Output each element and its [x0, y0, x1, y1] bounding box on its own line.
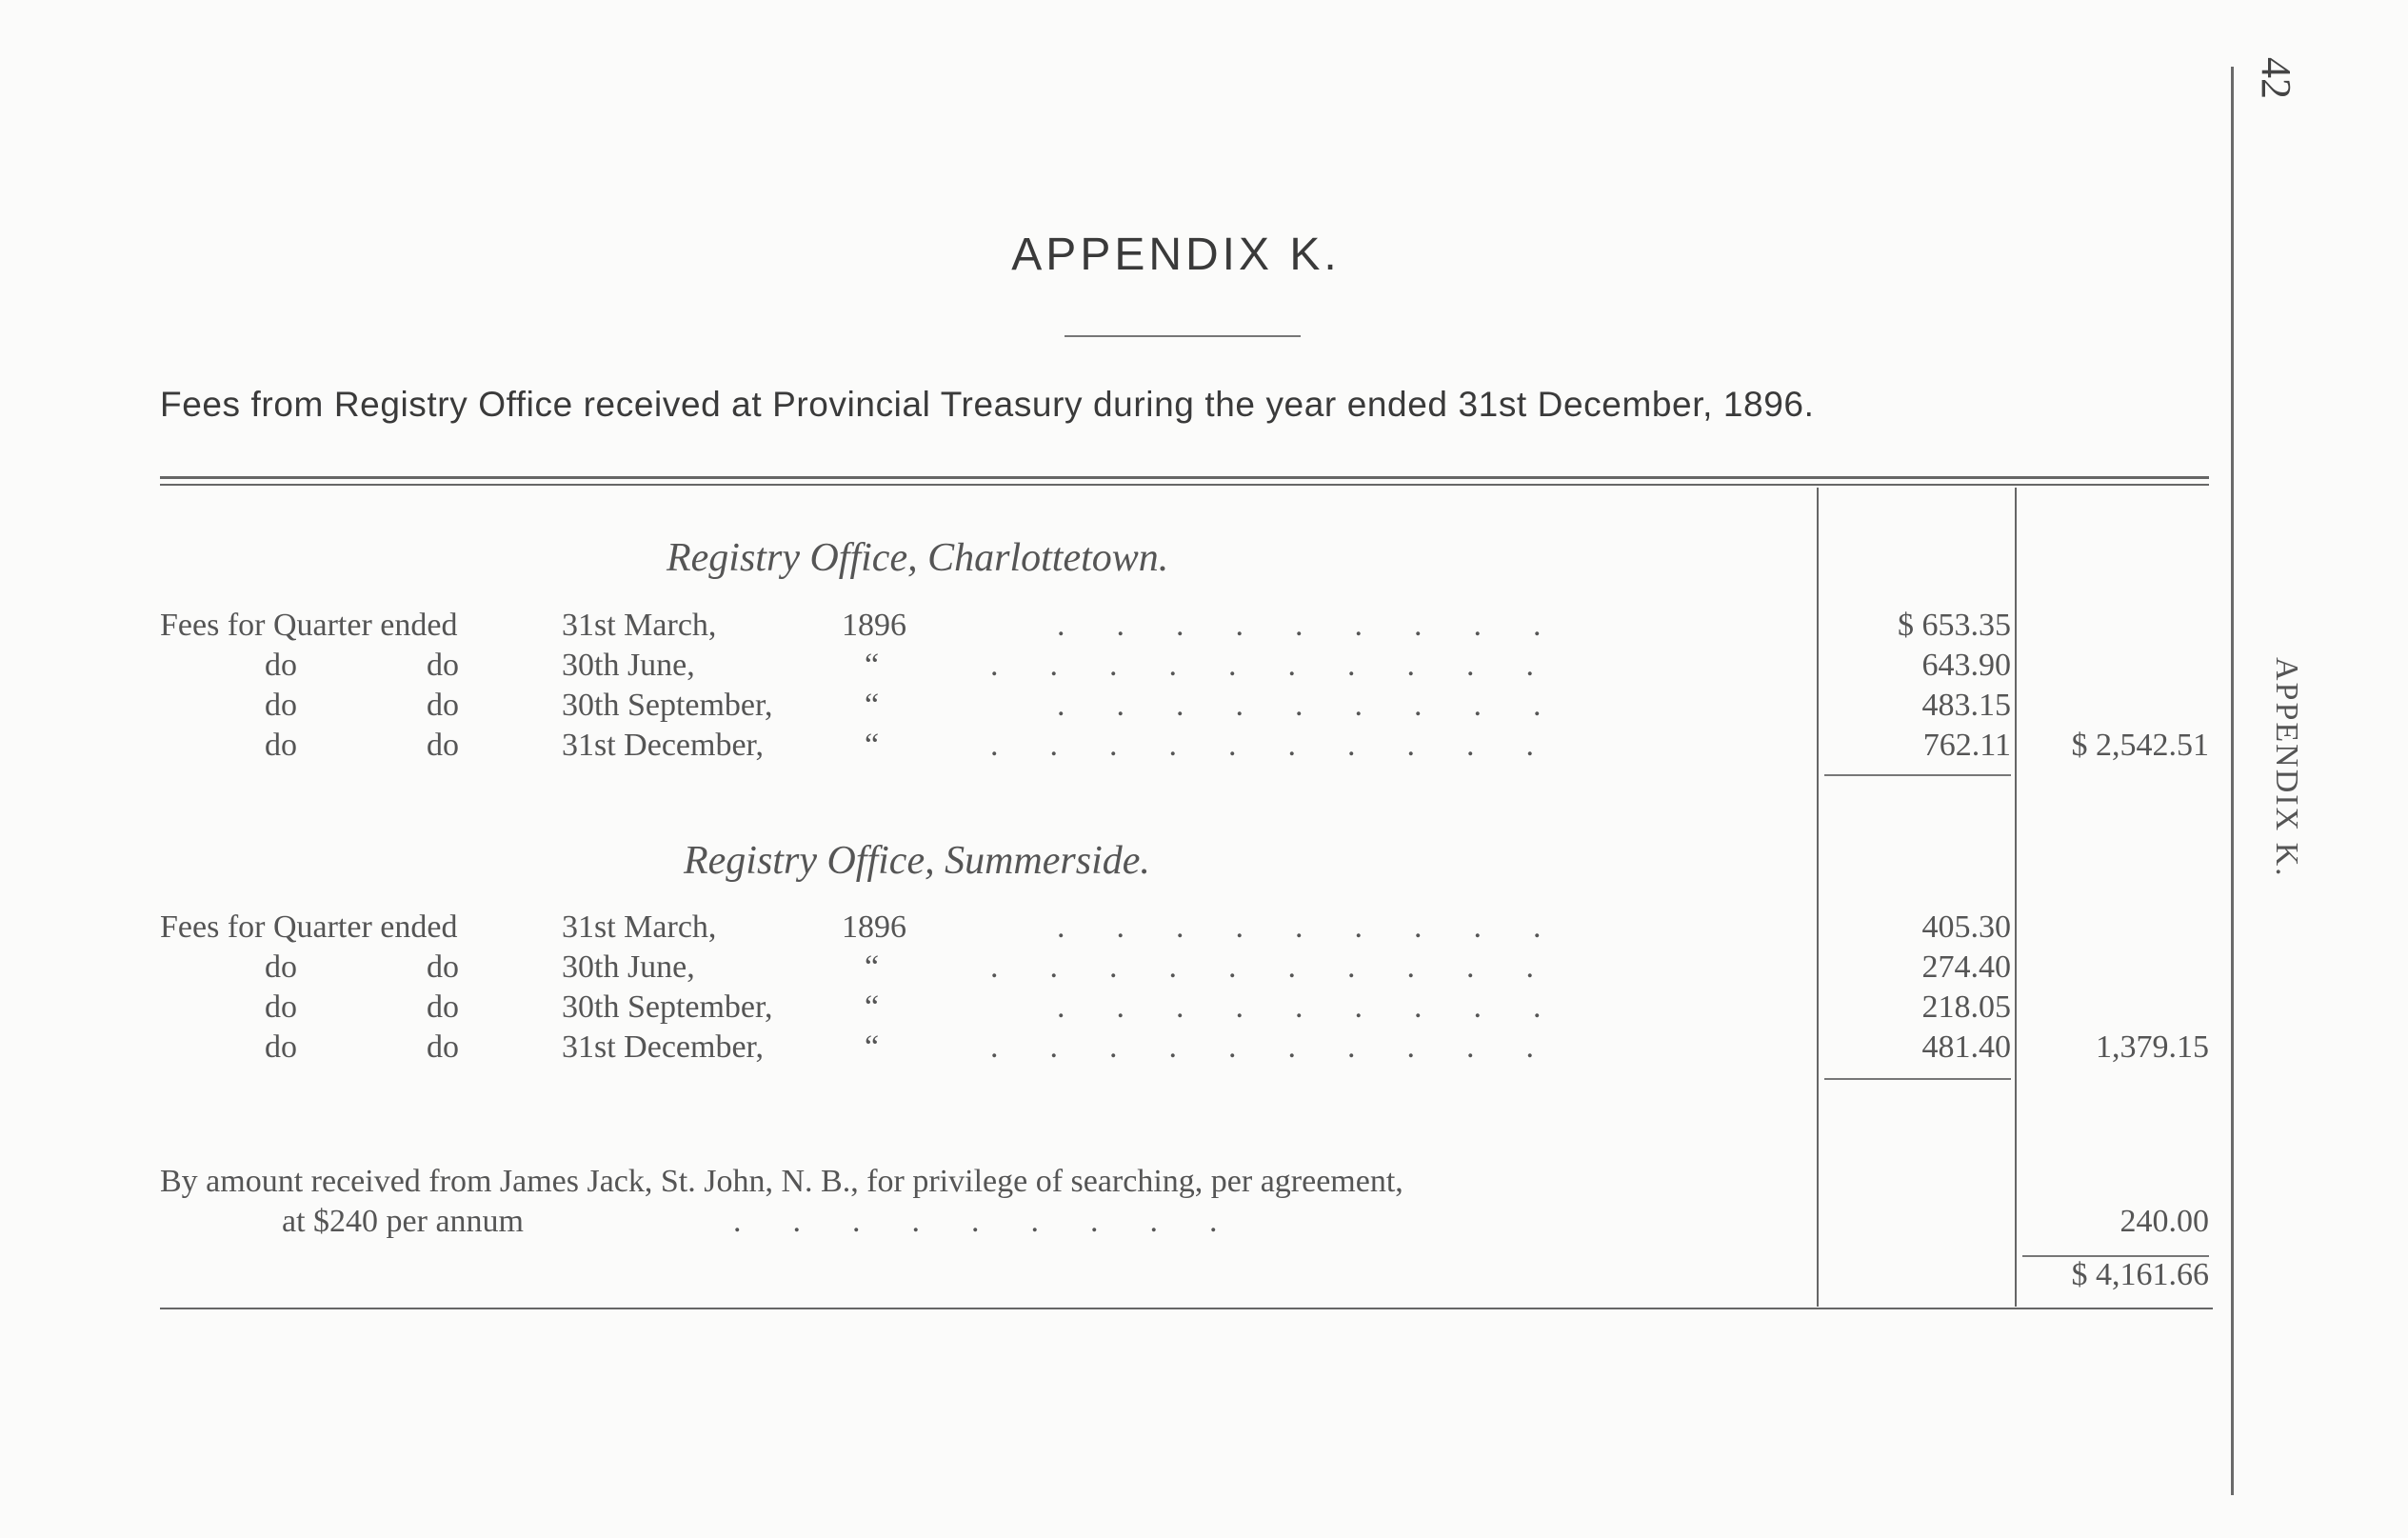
row-date: 31st March, [562, 608, 717, 643]
row-date: 31st December, [562, 728, 765, 763]
leader-dots: .......... [990, 648, 1585, 683]
subtotal-rule [1824, 774, 2011, 776]
table-top-rule-inner [160, 484, 2209, 486]
other-receipt-line1: By amount received from James Jack, St. John, N. B., for privilege of searching, per agreement, [160, 1164, 1403, 1199]
title-divider [1065, 335, 1301, 337]
section-total: $ 2,542.51 [2071, 728, 2209, 763]
row-label: do [265, 989, 297, 1025]
row-amount: 643.90 [1921, 648, 2011, 683]
leader-dots: ......... [1057, 989, 1593, 1025]
row-label-2: do [427, 688, 459, 723]
column-rule-totals [2015, 488, 2017, 1307]
row-label-2: do [427, 949, 459, 985]
row-ditto: “ [865, 989, 880, 1025]
row-label: Fees for Quarter ended [160, 608, 458, 643]
row-label: do [265, 949, 297, 985]
row-date: 31st December, [562, 1029, 765, 1065]
row-date: 30th June, [562, 949, 695, 985]
table-bottom-rule [160, 1308, 2213, 1309]
row-label: do [265, 648, 297, 683]
leader-dots: ......... [1057, 688, 1593, 723]
margin-rule [2231, 67, 2234, 1495]
leader-dots: .......... [990, 1029, 1585, 1065]
row-year: 1896 [842, 608, 906, 643]
row-year: 1896 [842, 909, 906, 945]
column-rule-amounts [1817, 488, 1819, 1307]
row-date: 30th June, [562, 648, 695, 683]
row-amount: $ 653.35 [1898, 608, 2011, 643]
table-top-rule [160, 476, 2209, 479]
other-receipt-line2: at $240 per annum [282, 1204, 524, 1239]
section-heading-summerside: Registry Office, Summerside. [684, 839, 1150, 883]
row-date: 31st March, [562, 909, 717, 945]
running-head: APPENDIX K. [2269, 657, 2304, 878]
row-label: Fees for Quarter ended [160, 909, 458, 945]
row-label-2: do [427, 989, 459, 1025]
row-amount: 274.40 [1921, 949, 2011, 985]
row-ditto: “ [865, 949, 880, 985]
page-subtitle: Fees from Registry Office received at Provincial Treasury during the year ended 31st December, 1896. [160, 385, 1815, 424]
leader-dots: ......... [1057, 909, 1593, 945]
other-receipt-amount: 240.00 [2119, 1204, 2209, 1239]
row-ditto: “ [865, 688, 880, 723]
grand-total: $ 4,161.66 [2071, 1257, 2209, 1292]
page-title: APPENDIX K. [1011, 230, 1341, 280]
row-label-2: do [427, 1029, 459, 1065]
leader-dots: .......... [990, 949, 1585, 985]
row-amount: 405.30 [1921, 909, 2011, 945]
row-amount: 483.15 [1921, 688, 2011, 723]
row-label: do [265, 1029, 297, 1065]
row-label: do [265, 688, 297, 723]
row-label-2: do [427, 728, 459, 763]
section-heading-charlottetown: Registry Office, Charlottetown. [667, 536, 1169, 580]
row-ditto: “ [865, 648, 880, 683]
row-date: 30th September, [562, 688, 773, 723]
row-amount: 481.40 [1921, 1029, 2011, 1065]
row-date: 30th September, [562, 989, 773, 1025]
row-ditto: “ [865, 728, 880, 763]
row-amount: 218.05 [1921, 989, 2011, 1025]
section-total: 1,379.15 [2096, 1029, 2209, 1065]
leader-dots: ......... [733, 1204, 1269, 1239]
row-ditto: “ [865, 1029, 880, 1065]
row-label-2: do [427, 648, 459, 683]
row-amount: 762.11 [1922, 728, 2011, 763]
page-number: 42 [2253, 57, 2299, 99]
leader-dots: .......... [990, 728, 1585, 763]
leader-dots: ......... [1057, 608, 1593, 643]
row-label: do [265, 728, 297, 763]
subtotal-rule [1824, 1078, 2011, 1080]
